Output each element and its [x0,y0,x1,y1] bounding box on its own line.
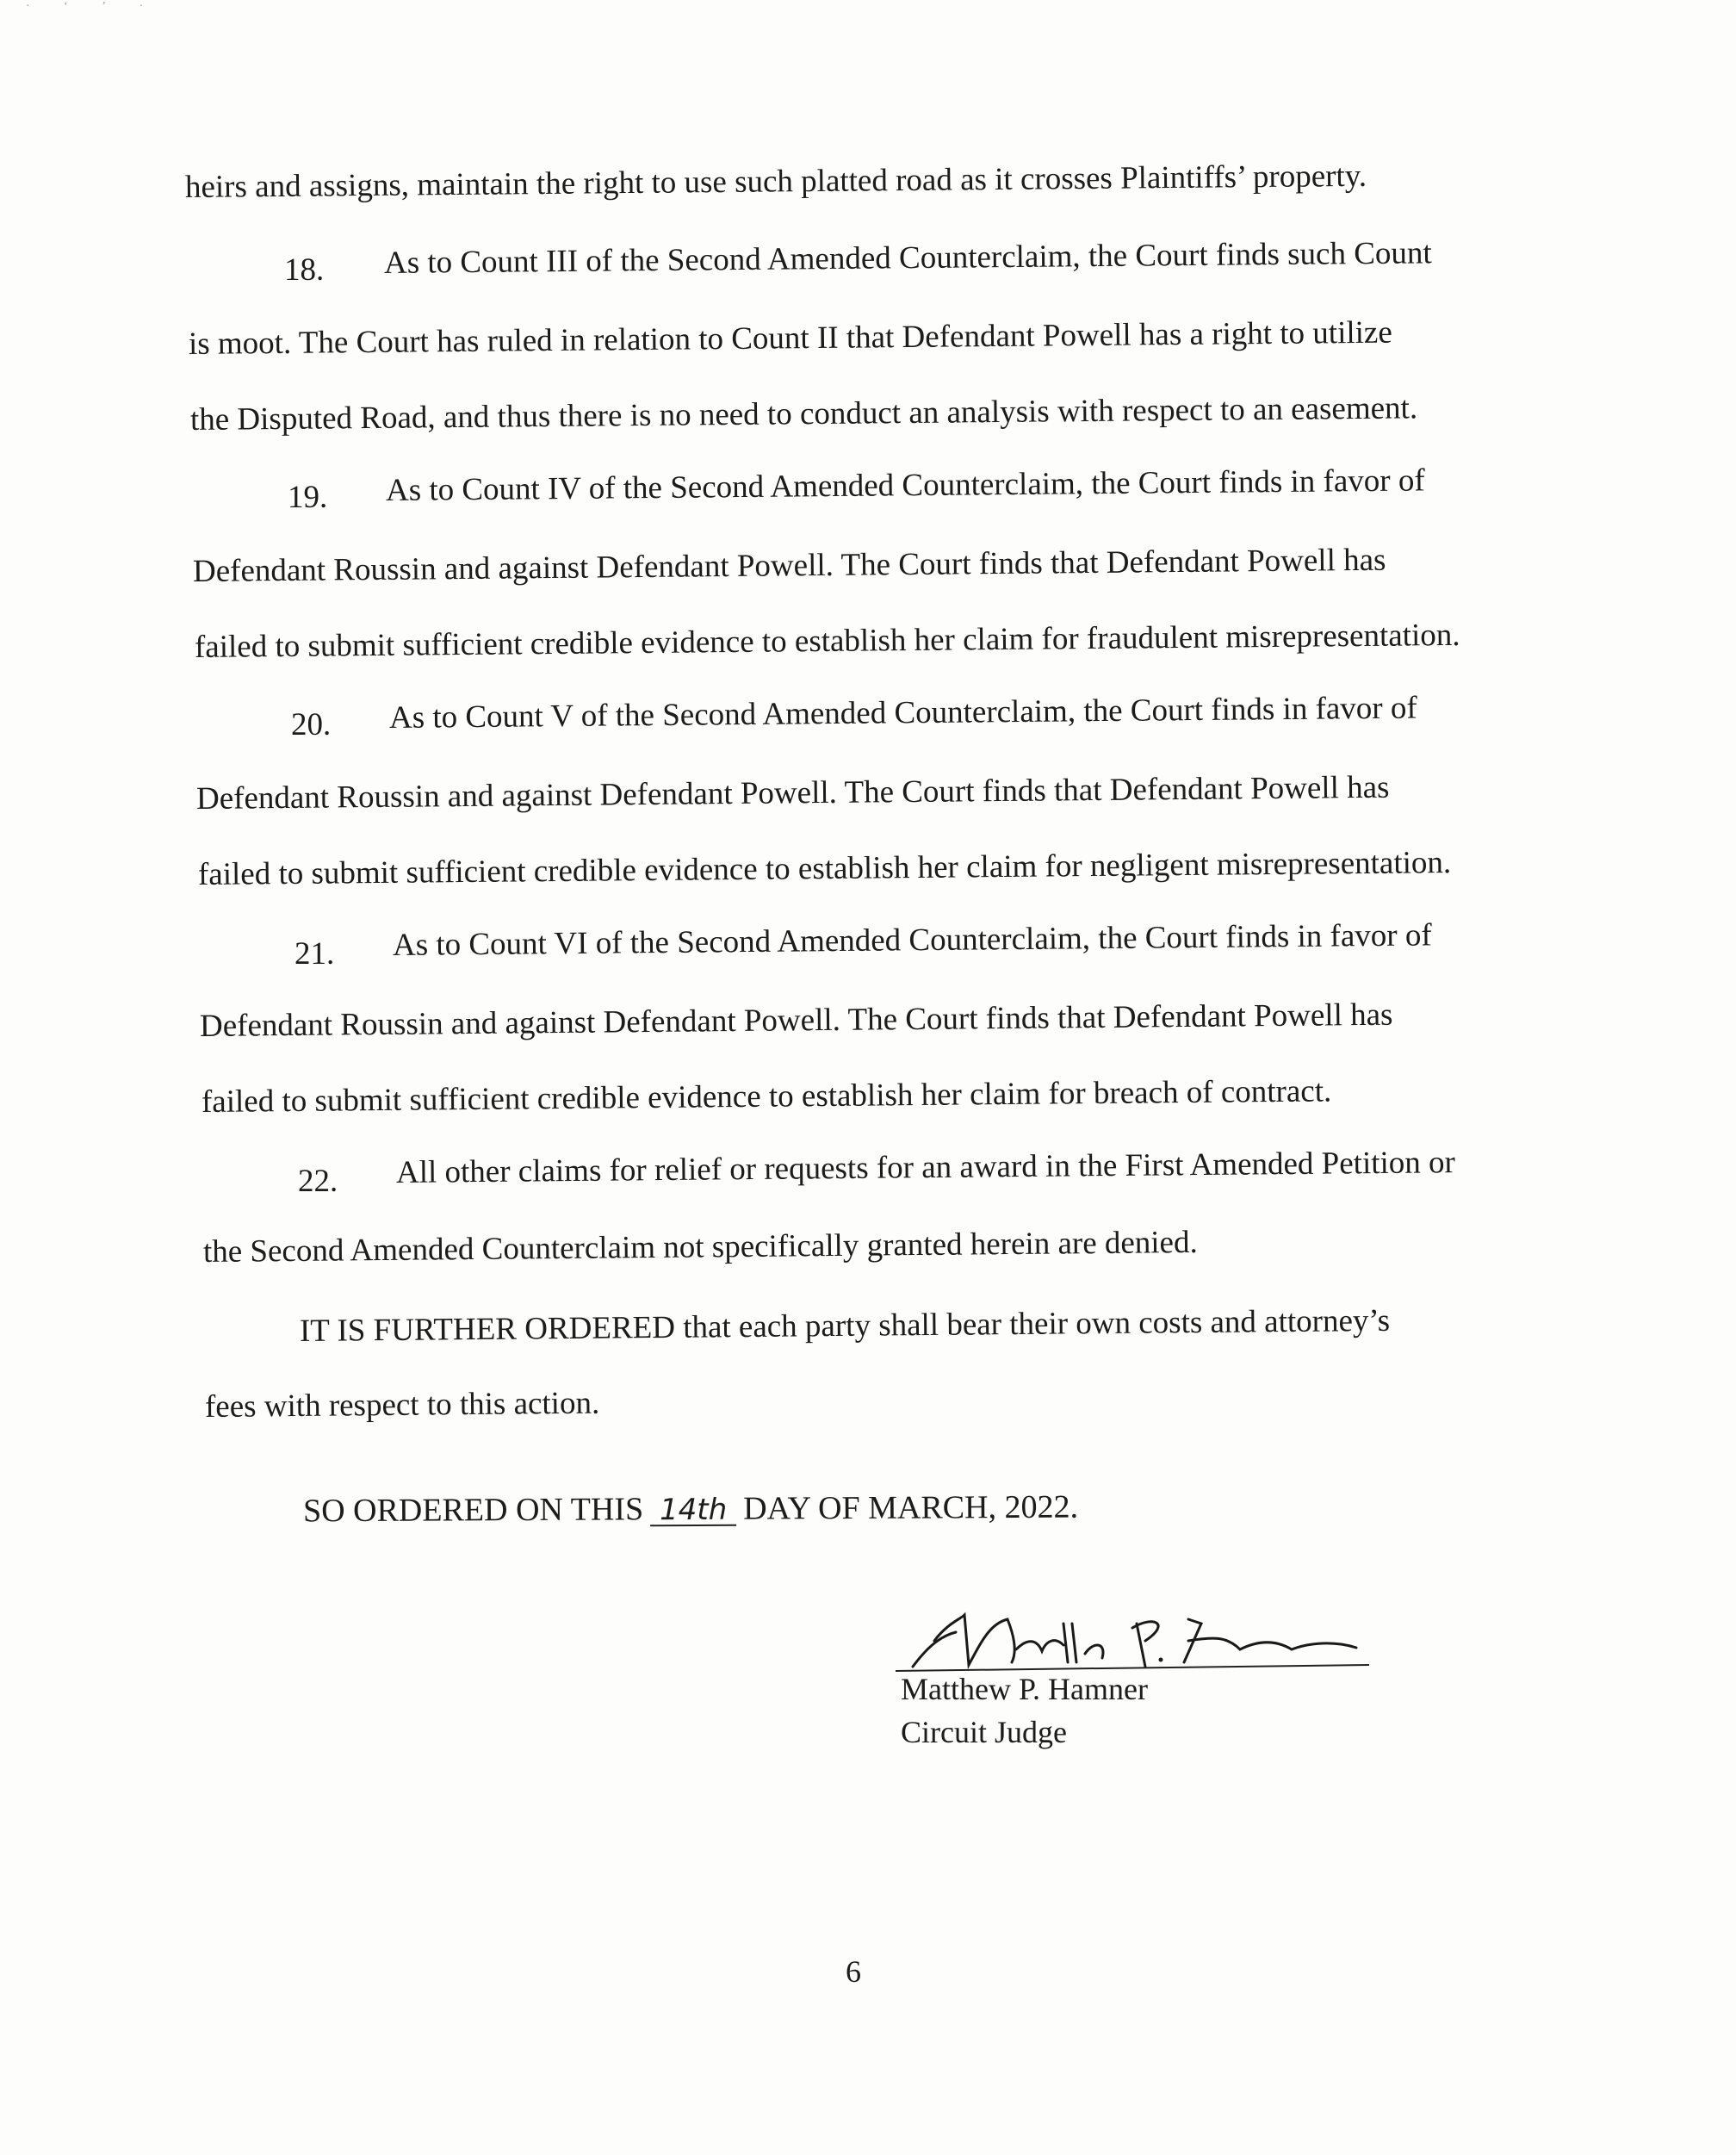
so-ordered-line [303,1488,1078,1531]
handwritten-day: 14th [650,1495,736,1527]
body-line: failed to submit sufficient credible evidence to establish her claim for negligent misrepresentation. [197,845,1452,892]
paragraph-number-21: 21. [294,936,335,972]
body-line: the Disputed Road, and thus there is no need to conduct an analysis with respect to an easement. [189,390,1418,438]
body-line: is moot. The Court has ruled in relation to Count II that Defendant Powell has a right to utilize [188,314,1392,362]
body-line: fees with respect to this action. [204,1385,600,1425]
page-number: 6 [846,1954,861,1989]
scan-marks: · ‘ ’ · [26,0,159,13]
so-ordered-prefix: SO ORDERED ON THIS [302,1491,644,1530]
paragraph-number-22: 22. [298,1164,338,1199]
body-line: failed to submit sufficient credible evidence to establish her claim for fraudulent misrepresentation. [194,617,1460,665]
body-line: As to Count IV of the Second Amended Counterclaim, the Court finds in favor of [385,463,1425,508]
body-line: the Second Amended Counterclaim not specifically granted herein are denied. [202,1224,1198,1270]
paragraph-number-18: 18. [284,252,325,288]
so-ordered-suffix: DAY OF MARCH, 2022. [743,1488,1079,1527]
judge-signature [887,1589,1438,1684]
body-line: failed to submit sufficient credible evidence to establish her claim for breach of contract. [201,1073,1332,1120]
body-line: IT IS FURTHER ORDERED that each party shall bear their own costs and attorney’s [299,1302,1391,1349]
body-line: As to Count V of the Second Amended Counterclaim, the Court finds in favor of [388,690,1417,736]
body-line: As to Count III of the Second Amended Counterclaim, the Court finds such Count [383,235,1432,281]
paragraph-number-20: 20. [291,707,332,742]
judge-name: Matthew P. Hamner [901,1672,1148,1706]
paragraph-number-19: 19. [288,480,328,515]
body-line: All other claims for relief or requests for an award in the First Amended Petition or [395,1145,1456,1190]
body-line: heirs and assigns, maintain the right to use such platted road as it crosses Plaintiffs’ property. [184,158,1367,205]
body-line: Defendant Roussin and against Defendant Powell. The Court finds that Defendant Powell has [199,997,1393,1044]
judge-title: Circuit Judge [901,1715,1067,1749]
body-line: Defendant Roussin and against Defendant Powell. The Court finds that Defendant Powell has [192,542,1386,589]
signature-scribble [887,1589,1438,1684]
body-line: As to Count VI of the Second Amended Counterclaim, the Court finds in favor of [392,917,1432,963]
body-line: Defendant Roussin and against Defendant Powell. The Court finds that Defendant Powell has [195,769,1390,817]
